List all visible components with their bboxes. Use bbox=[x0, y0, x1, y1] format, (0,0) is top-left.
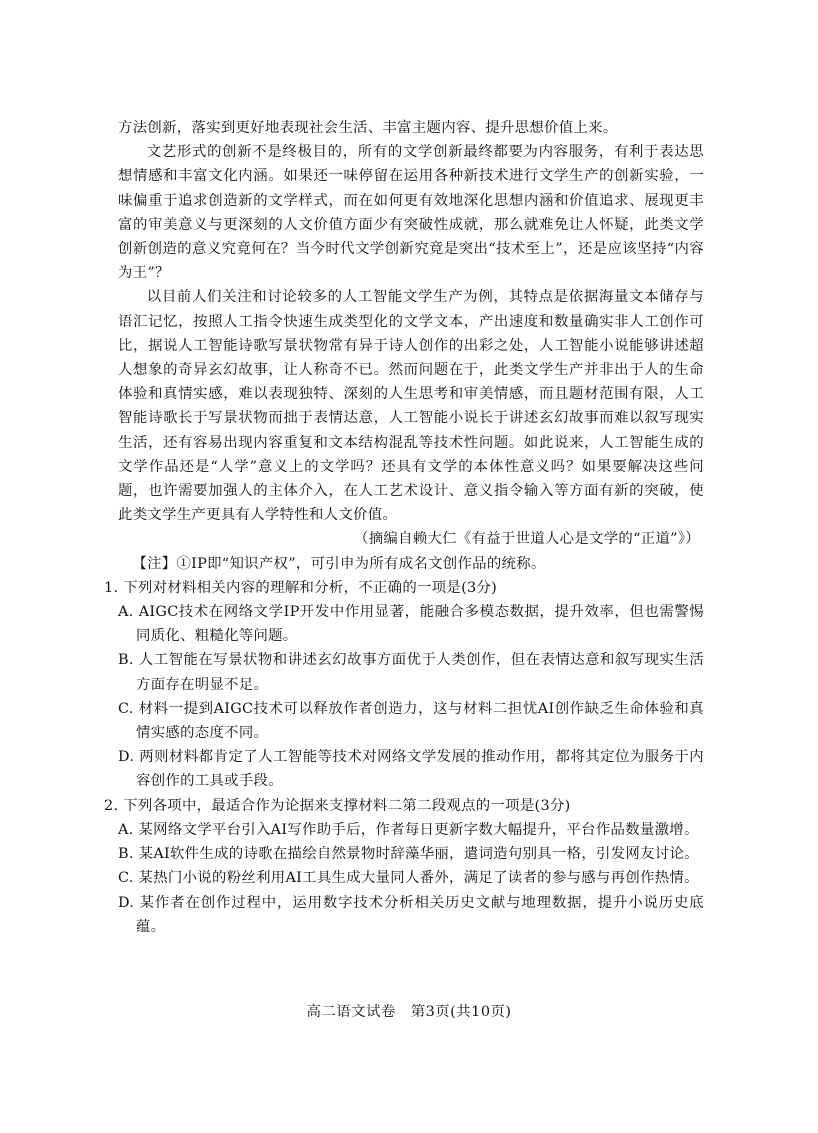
page-footer: 高二语文试卷 第3页(共10页) bbox=[306, 1004, 512, 1020]
question-1-option-a: A. AIGC技术在网络文学IP开发中作用显著，能融合多模态数据，提升效率，但也需警惕同质化、粗糙化等问题。 bbox=[118, 604, 704, 645]
passage-source: （摘编自赖大仁《有益于世道人心是文学的“正道”》） bbox=[354, 531, 700, 548]
passage-note: 【注】①IP即“知识产权”，可引申为所有成名文创作品的统称。 bbox=[132, 555, 546, 572]
question-2-option-b: B. 某AI软件生成的诗歌在描绘自然景物时辞藻华丽，遣词造句别具一格，引发网友讨论。 bbox=[118, 846, 699, 863]
question-1-stem: 1. 下列对材料相关内容的理解和分析，不正确的一项是(3分) bbox=[104, 579, 498, 596]
question-1-option-b: B. 人工智能在写景状物和讲述玄幻故事方面优于人类创作，但在表情达意和叙写现实生活方面存在明显不足。 bbox=[118, 652, 704, 693]
question-2 bbox=[104, 794, 704, 939]
question-2-option-c: C. 某热门小说的粉丝利用AI工具生成大量同人番外，满足了读者的参与感与再创作热情。 bbox=[118, 870, 699, 887]
question-1-option-d: D. 两则材料都肯定了人工智能等技术对网络文学发展的推动作用，都将其定位为服务于内容创作的工具或手段。 bbox=[118, 749, 704, 790]
passage-paragraph-2: 以目前人们关注和讨论较多的人工智能文学生产为例，其特点是依据海量文本储存与语汇记忆，按照人工指令快速生成类型化的文学文本，产出速度和数量确实非人工创作可比，据说人工智能诗歌写景状物常有异于诗人创作的出彩之处，人工智能小说能够讲述超人想象的奇异玄幻故事，让人称奇不已。然而问题在于，此类文学生产并非出于人的生命体验和真情实感，难以表现独特、深刻的人生思考和审美情感，而且题材范围有限，人工智能诗歌长于写景状物而拙于表情达意，人工智能小说长于讲述玄幻故事而难以叙写现实生活，还有容易出现内容重复和文本结构混乱等技术性问题。如此说来，人工智能生成的文学作品还是“人学”意义上的文学吗？还具有文学的本体性意义吗？如果要解决这些问题，也许需要加强人的主体介入，在人工艺术设计、意义指令输入等方面有新的突破，使此类文学生产更具有人学特性和人文价值。 bbox=[118, 289, 704, 524]
passage-paragraph-1: 文艺形式的创新不是终极目的，所有的文学创新最终都要为内容服务，有利于表达思想情感和丰富文化内涵。如果还一味停留在运用各种新技术进行文学生产的创新实验，一味偏重于追求创造新的文学样式，而在如何更有效地深化思想内涵和价值追求、展现更丰富的审美意义与更深刻的人文价值方面少有突破性成就，那么就难免让人怀疑，此类文学创新创造的意义究竟何在？当今时代文学创新究竟是突出“技术至上”，还是应该坚持“内容为王”？ bbox=[118, 144, 704, 282]
passage-block bbox=[104, 116, 704, 939]
question-1 bbox=[104, 576, 704, 794]
passage-paragraph-0: 方法创新，落实到更好地表现社会生活、丰富主题内容、提升思想价值上来。 bbox=[118, 120, 618, 136]
question-2-option-d: D. 某作者在创作过程中，运用数字技术分析相关历史文献与地理数据，提升小说历史底蕴。 bbox=[118, 894, 704, 935]
question-1-option-c: C. 材料一提到AIGC技术可以释放作者创造力，这与材料二担忧AI创作缺乏生命体验和真情实感的态度不同。 bbox=[118, 700, 704, 742]
question-2-stem: 2. 下列各项中，最适合作为论据来支撑材料二第二段观点的一项是(3分) bbox=[104, 797, 571, 814]
question-2-option-a: A. 某网络文学平台引入AI写作助手后，作者每日更新字数大幅提升，平台作品数量激增。 bbox=[118, 821, 699, 838]
